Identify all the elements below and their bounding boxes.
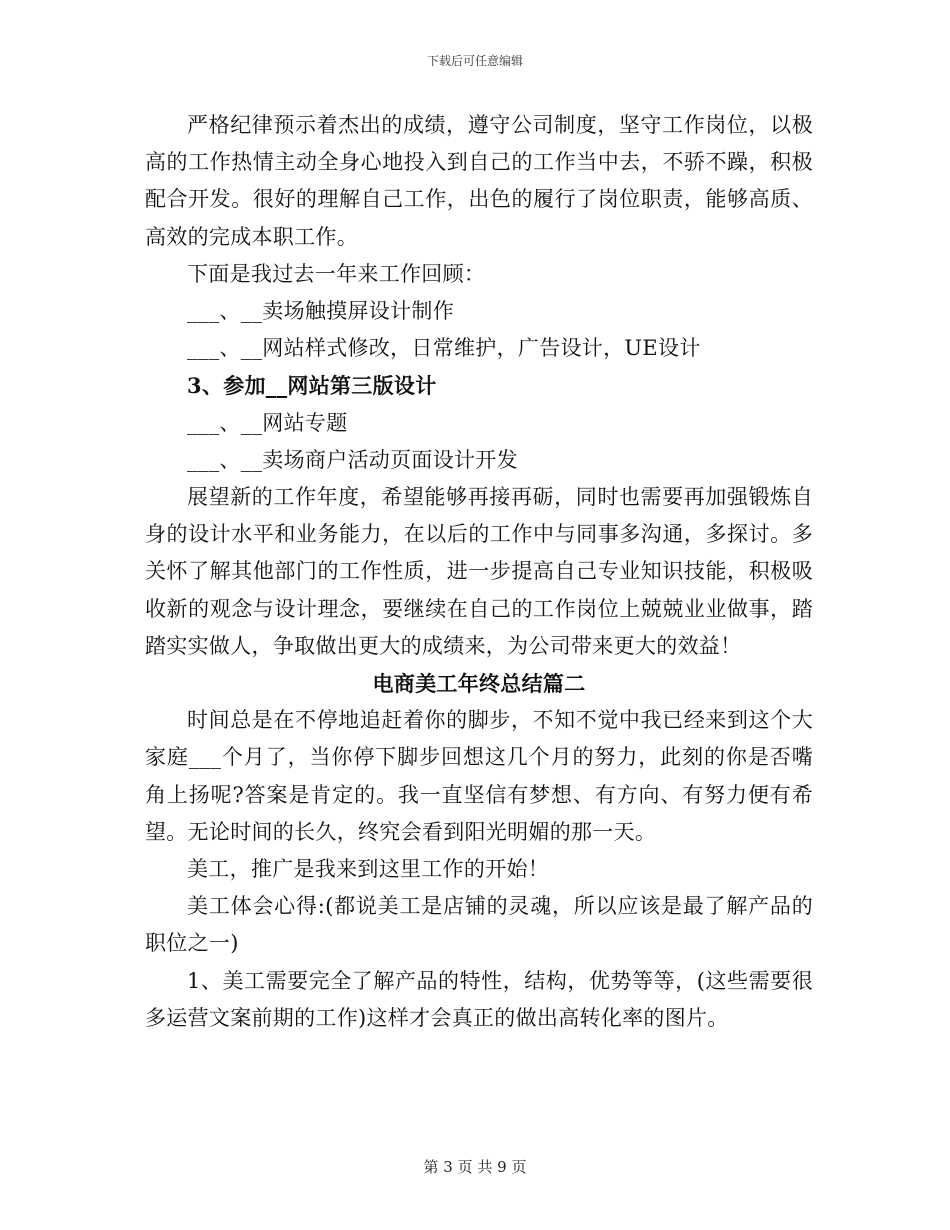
page-number: 第 3 页 共 9 页 bbox=[423, 1158, 527, 1176]
header-note: 下载后可任意编辑 bbox=[426, 54, 523, 68]
list-item-merchant-pages: ___、__卖场商户活动页面设计开发 bbox=[187, 447, 518, 472]
paragraph-start: 美工，推广是我来到这里工作的开始！ bbox=[187, 857, 550, 882]
paragraph-time: 时间总是在不停地追赶着你的脚步，不知不觉中我已经来到这个大家庭___个月了，当你停下脚步回想这几个月的努力，此刻的你是否嘴角上扬呢?答案是肯定的。我一直坚信有梦想、有方向、有努力便有希望。无论时间的长久，终究会看到阳光明媚的那一天。 bbox=[145, 708, 813, 844]
list-item-website-style: ___、__网站样式修改，日常维护，广告设计，UE设计 bbox=[187, 336, 701, 361]
paragraph-point-one: 1、美工需要完全了解产品的特性，结构，优势等等，(这些需要很多运营文案前期的工作)这样才会真正的做出高转化率的图片。 bbox=[145, 968, 813, 1030]
document-body bbox=[145, 107, 813, 1037]
section-title: 电商美工年终总结篇二 bbox=[372, 671, 586, 697]
paragraph-review-intro: 下面是我过去一年来工作回顾： bbox=[187, 261, 486, 286]
paragraph-outlook: 展望新的工作年度，希望能够再接再砺，同时也需要再加强锻炼自身的设计水平和业务能力，在以后的工作中与同事多沟通，多探讨。多关怀了解其他部门的工作性质，进一步提高自己专业知识技能，积极吸收新的观念与设计理念，要继续在自己的工作岗位上兢兢业业做事，踏踏实实做人，争取做出更大的成绩来，为公司带来更大的效益！ bbox=[145, 485, 813, 658]
list-item-website-topic: ___、__网站专题 bbox=[187, 410, 348, 435]
list-item-third-version: 3、参加__网站第三版设计 bbox=[187, 373, 437, 399]
paragraph-experience: 美工体会心得:(都说美工是店铺的灵魂，所以应该是最了解产品的职位之一) bbox=[145, 894, 813, 956]
paragraph-discipline: 严格纪律预示着杰出的成绩，遵守公司制度，坚守工作岗位，以极高的工作热情主动全身心地投入到自己的工作当中去，不骄不躁，积极配合开发。很好的理解自己工作，出色的履行了岗位职责，能够高质、高效的完成本职工作。 bbox=[145, 113, 813, 249]
list-item-touchscreen: ___、__卖场触摸屏设计制作 bbox=[187, 299, 454, 324]
